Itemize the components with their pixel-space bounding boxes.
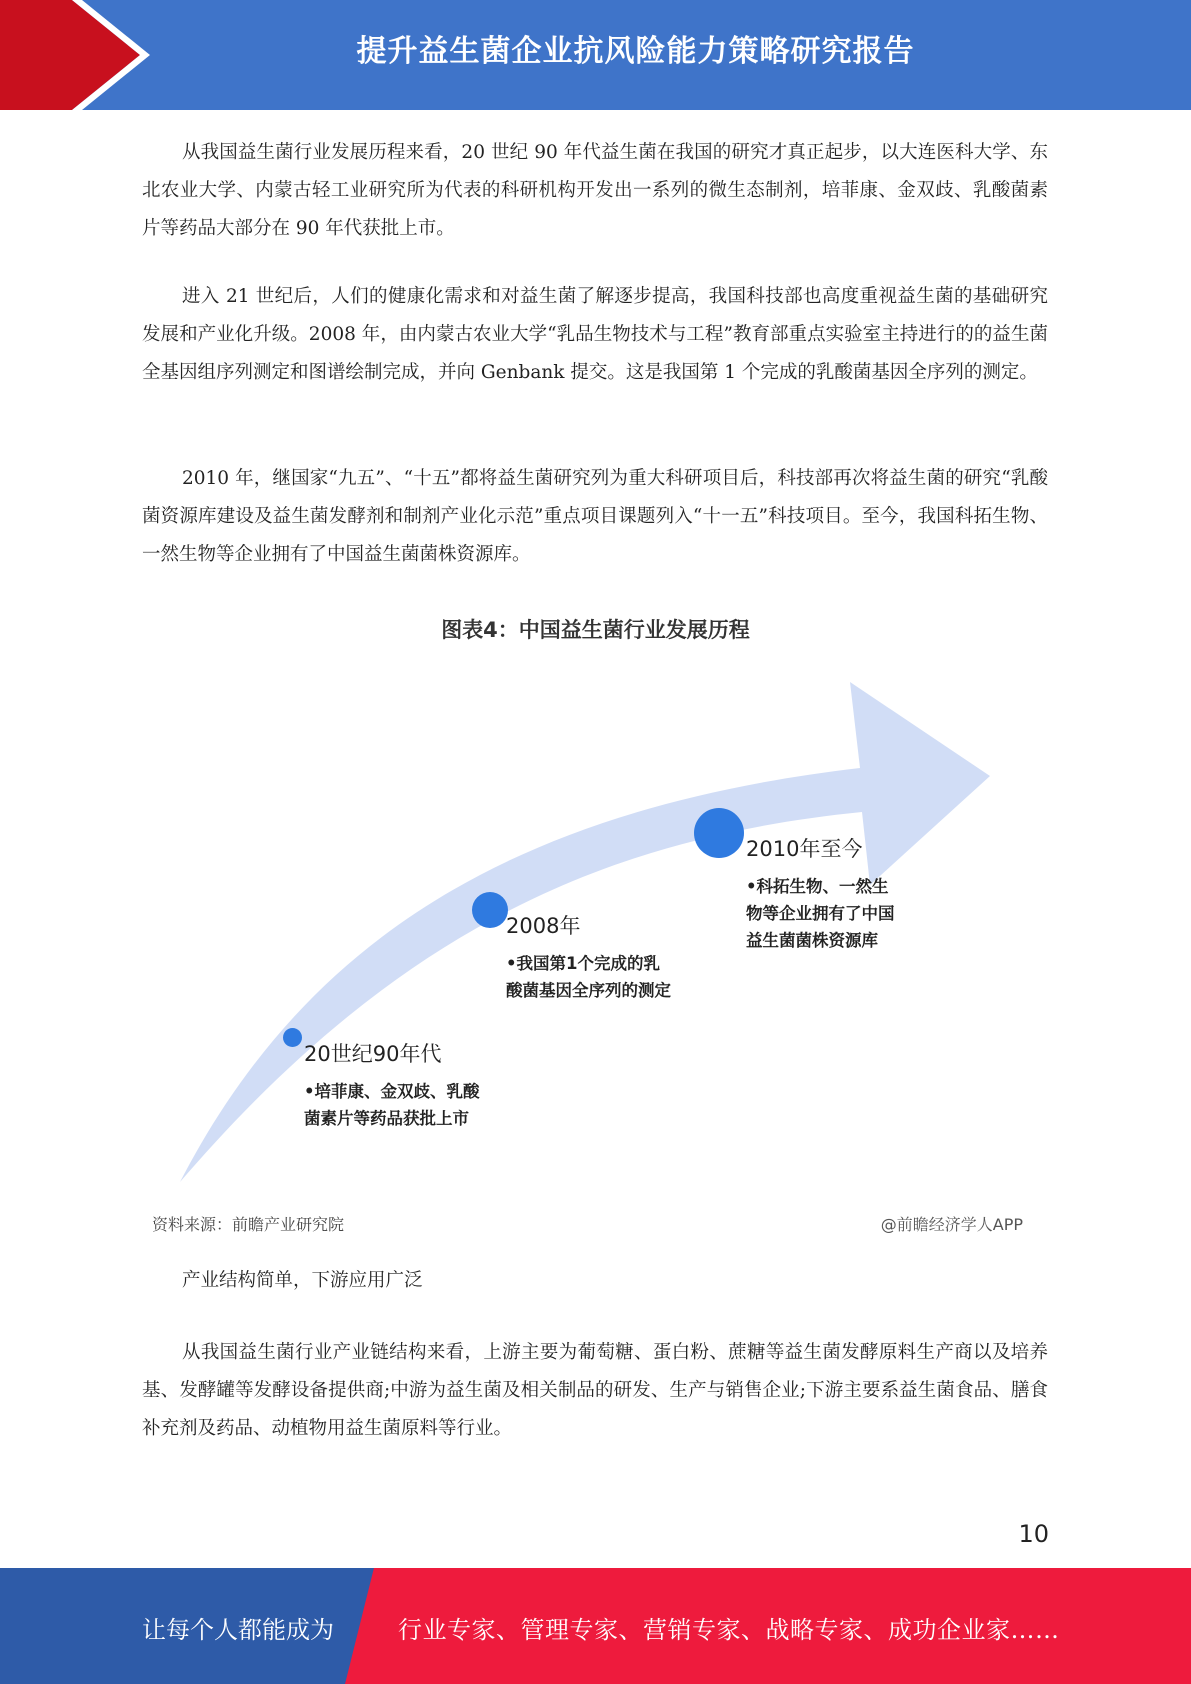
- stage-dot-2010: [694, 808, 744, 858]
- footer-slogan-left: 让每个人都能成为: [142, 1616, 334, 1644]
- stage-dot-2008: [472, 892, 508, 928]
- stage-dot-1990s: [283, 1028, 302, 1047]
- stage-description: •我国第1个完成的乳酸菌基因全序列的测定: [506, 954, 671, 1000]
- section-subheading: 产业结构简单，下游应用广泛: [182, 1270, 423, 1291]
- footer-slogan-right: 行业专家、管理专家、营销专家、战略专家、成功企业家……: [398, 1616, 1060, 1644]
- stage-year: 20世纪90年代: [304, 1042, 442, 1066]
- body-paragraph-industry-chain: 从我国益生菌行业产业链结构来看，上游主要为葡萄糖、蛋白粉、蔗糖等益生菌发酵原料生产商以及培养基、发酵罐等发酵设备提供商;中游为益生菌及相关制品的研发、生产与销售企业;下游主要系益生菌食品、膳食补充剂及药品、动植物用益生菌原料等行业。: [142, 1342, 1048, 1439]
- figure-source: 资料来源：前瞻产业研究院: [152, 1215, 345, 1234]
- stage-1990s: [304, 1038, 489, 1132]
- body-paragraph-21st-century: 进入 21 世纪后，人们的健康化需求和对益生菌了解逐步提高，我国科技部也高度重视益生菌的基础研究发展和产业化升级。2008 年，由内蒙古农业大学“乳品生物技术与工程”教育部重点实验室主持进行的的益生菌全基因组序列测定和图谱绘制完成，并向 Genbank 提交。这是我国第 1 个完成的乳酸菌基因全序列的测定。: [142, 286, 1048, 383]
- figure-title: 图表4：中国益生菌行业发展历程: [441, 618, 750, 642]
- body-paragraph-history: 从我国益生菌行业发展历程来看，20 世纪 90 年代益生菌在我国的研究才真正起步，以大连医科大学、东北农业大学、内蒙古轻工业研究所为代表的科研机构开发出一系列的微生态制剂，培菲康、金双歧、乳酸菌素片等药品大部分在 90 年代获批上市。: [142, 142, 1048, 239]
- page-number: 10: [1018, 1520, 1049, 1548]
- page-header: [0, 0, 1191, 110]
- stage-description: •培菲康、金双歧、乳酸菌素片等药品获批上市: [304, 1082, 480, 1128]
- figure-credit: @前瞻经济学人APP: [880, 1215, 1023, 1234]
- stage-year: 2010年至今: [746, 837, 863, 861]
- stage-2010-present: [746, 833, 896, 954]
- stage-year: 2008年: [506, 914, 581, 938]
- timeline-figure: [150, 650, 1040, 1210]
- stage-2008: [506, 910, 676, 1004]
- body-paragraph-2010: 2010 年，继国家“九五”、“十五”都将益生菌研究列为重大科研项目后，科技部再次将益生菌的研究“乳酸菌资源库建设及益生菌发酵剂和制剂产业化示范”重点项目课题列入“十一五”科技项目。至今，我国科拓生物、一然生物等企业拥有了中国益生菌菌株资源库。: [142, 468, 1048, 565]
- page-footer: [0, 1568, 1191, 1684]
- stage-description: •科拓生物、一然生物等企业拥有了中国益生菌菌株资源库: [746, 877, 895, 950]
- header-arrow-decoration: [0, 0, 150, 110]
- report-title: 提升益生菌企业抗风险能力策略研究报告: [356, 34, 915, 69]
